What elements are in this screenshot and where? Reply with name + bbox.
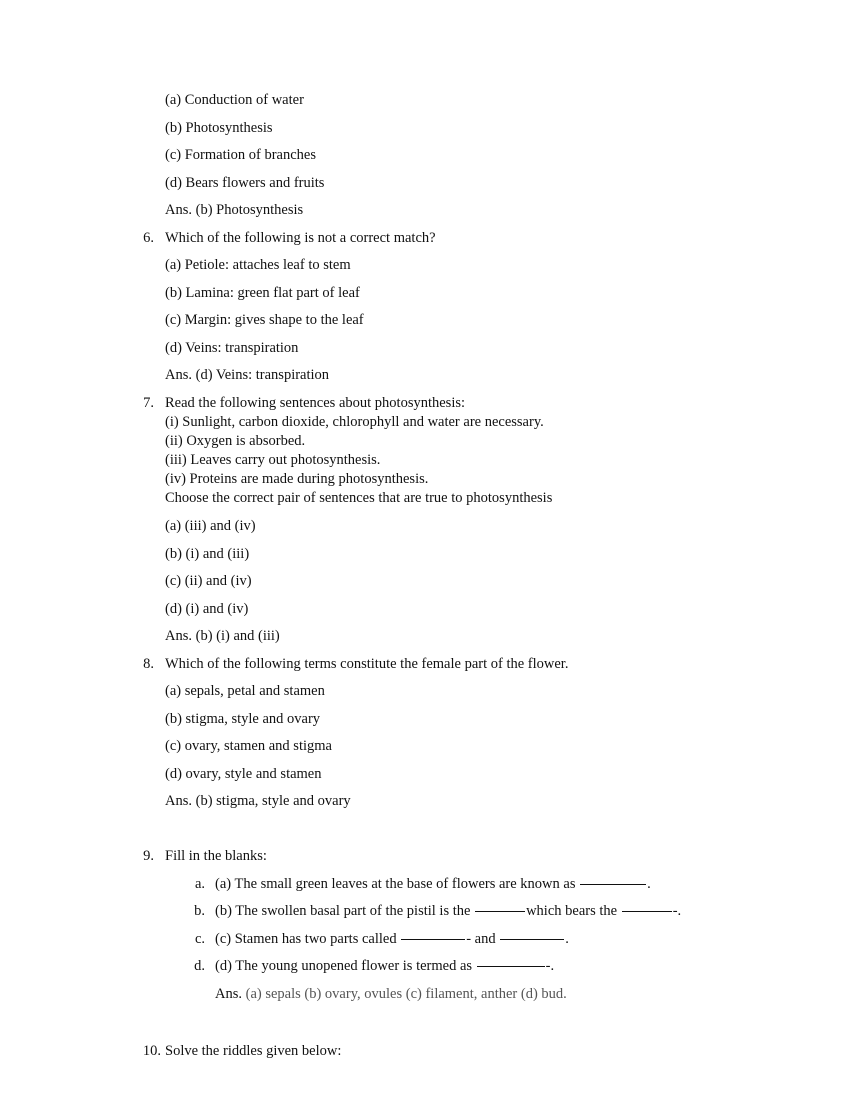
q6-option-a: (a) Petiole: attaches leaf to stem	[165, 257, 351, 273]
q9-item-a	[215, 875, 651, 893]
blank-line	[401, 939, 465, 940]
q9-item-c-end: .	[565, 931, 569, 947]
q9-item-b	[215, 902, 681, 920]
q9-item-d	[215, 957, 554, 975]
q8-option-a: (a) sepals, petal and stamen	[165, 683, 325, 699]
q8-number: 8.	[143, 656, 154, 672]
blank-line	[622, 911, 672, 912]
q7-option-a: (a) (iii) and (iv)	[165, 518, 256, 534]
q7-option-c: (c) (ii) and (iv)	[165, 573, 252, 589]
q9-answer-text: (a) sepals (b) ovary, ovules (c) filament, anther (d) bud.	[242, 986, 567, 1002]
q8-answer: Ans. (b) stigma, style and ovary	[165, 793, 351, 809]
q7-option-b: (b) (i) and (iii)	[165, 546, 250, 562]
q9-answer	[215, 985, 567, 1003]
q9-item-b-letter: b.	[194, 903, 205, 919]
q7-option-d: (d) (i) and (iv)	[165, 601, 249, 617]
blank-line	[580, 884, 646, 885]
q8-option-d: (d) ovary, style and stamen	[165, 766, 322, 782]
blank-line	[500, 939, 564, 940]
blank-line	[475, 911, 525, 912]
q6-answer: Ans. (d) Veins: transpiration	[165, 367, 330, 383]
q10-number: 10.	[142, 1043, 161, 1059]
q9-number: 9.	[143, 848, 154, 864]
q9-item-c-mid: - and	[466, 931, 500, 947]
q7-prompt: Choose the correct pair of sentences that are true to photosynthesis	[165, 490, 553, 506]
q9-item-c-letter: c.	[194, 931, 205, 947]
q8-option-b: (b) stigma, style and ovary	[165, 711, 321, 727]
q6-question: Which of the following is not a correct match?	[165, 230, 436, 246]
q8-question: Which of the following terms constitute the female part of the flower.	[165, 656, 569, 672]
q9-item-b-text: (b) The swollen basal part of the pistil is the	[215, 903, 475, 919]
q9-item-a-letter: a.	[194, 876, 205, 892]
q9-item-c-text: (c) Stamen has two parts called	[215, 931, 401, 947]
q9-item-b-mid: which bears the	[526, 903, 621, 919]
q5-option-d: (d) Bears flowers and fruits	[165, 175, 325, 191]
q9-item-c	[215, 930, 569, 948]
q9-answer-label: Ans.	[215, 986, 242, 1002]
q7-statement-iii: (iii) Leaves carry out photosynthesis.	[165, 452, 381, 468]
q9-item-a-text: (a) The small green leaves at the base of flowers are known as	[215, 876, 580, 892]
q7-statement-iv: (iv) Proteins are made during photosynthesis.	[165, 471, 429, 487]
q5-option-b: (b) Photosynthesis	[165, 120, 273, 136]
q6-option-c: (c) Margin: gives shape to the leaf	[165, 312, 364, 328]
q7-answer: Ans. (b) (i) and (iii)	[165, 628, 280, 644]
q6-option-b: (b) Lamina: green flat part of leaf	[165, 285, 360, 301]
q9-item-d-text: (d) The young unopened flower is termed as	[215, 958, 476, 974]
q9-item-d-letter: d.	[194, 958, 205, 974]
q9-item-b-end: -.	[672, 903, 682, 919]
q7-statement-ii: (ii) Oxygen is absorbed.	[165, 433, 306, 449]
q9-item-d-end: -.	[545, 958, 555, 974]
q9-item-a-end: .	[647, 876, 651, 892]
q6-option-d: (d) Veins: transpiration	[165, 340, 299, 356]
q5-option-c: (c) Formation of branches	[165, 147, 316, 163]
blank-line	[477, 966, 545, 967]
q9-question: Fill in the blanks:	[165, 848, 267, 864]
q7-number: 7.	[143, 395, 154, 411]
q7-statement-i: (i) Sunlight, carbon dioxide, chlorophyll and water are necessary.	[165, 414, 544, 430]
q6-number: 6.	[143, 230, 154, 246]
q7-question: Read the following sentences about photosynthesis:	[165, 395, 466, 411]
q10-question: Solve the riddles given below:	[165, 1043, 342, 1059]
q8-option-c: (c) ovary, stamen and stigma	[165, 738, 332, 754]
q5-answer: Ans. (b) Photosynthesis	[165, 202, 304, 218]
q5-option-a: (a) Conduction of water	[165, 92, 304, 108]
